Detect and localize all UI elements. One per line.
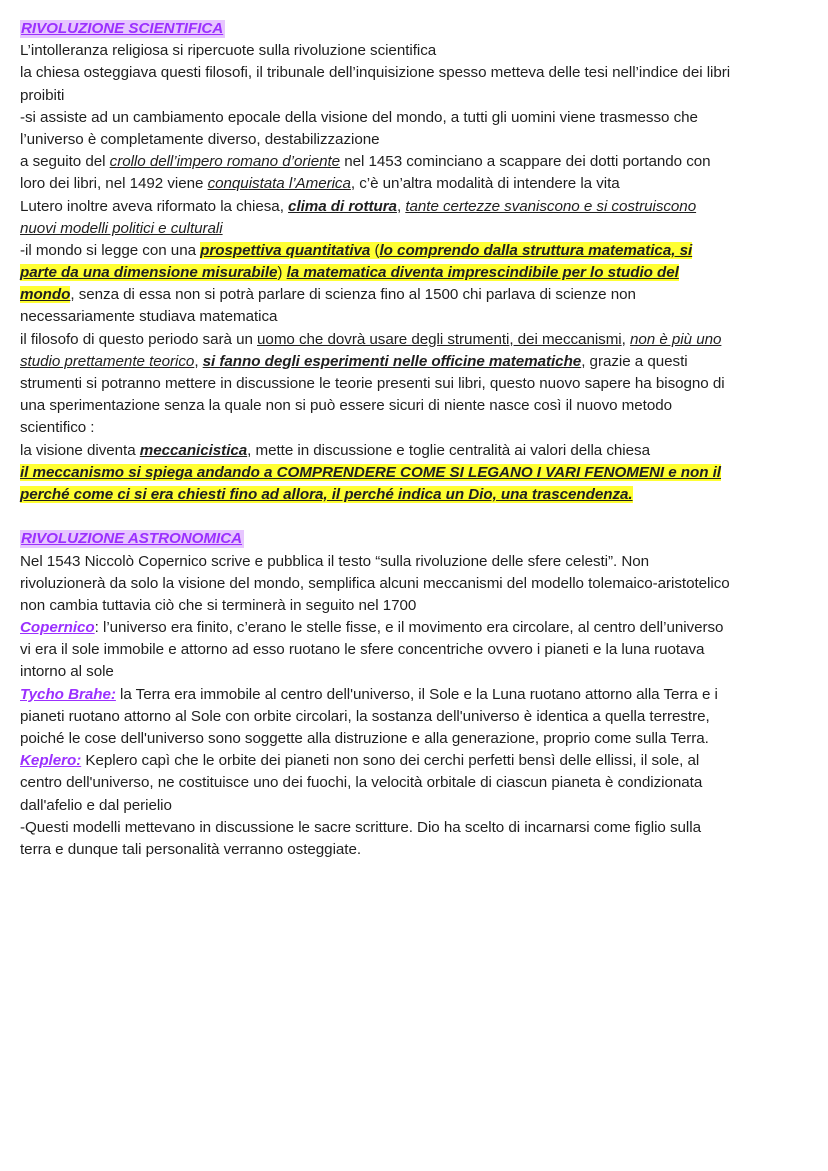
- text-line: [20, 484, 812, 506]
- text-line: [20, 750, 812, 772]
- text-line: [20, 462, 812, 484]
- highlighted-phrase: parte da una dimensione misurabile: [20, 264, 278, 282]
- text-run: , senza di essa non si potrà parlare di scienza fino al 1500 chi parlava di scienze non: [70, 286, 636, 304]
- text-line: non cambia tuttavia ciò che si terminerà in seguito nel 1700: [20, 596, 417, 614]
- text-line: [20, 284, 812, 306]
- underlined-phrase: nuovi modelli politici e culturali: [20, 219, 223, 237]
- underlined-phrase: non è più uno: [629, 330, 722, 348]
- underlined-phrase: crollo dell’impero romano d’oriente: [109, 153, 341, 171]
- highlighted-text: (: [370, 241, 380, 259]
- term-keplero: Keplero:: [20, 752, 82, 770]
- text-line: pianeti ruotano attorno al Sole con orbite circolari, la sostanza dell'universo è identica a quella terrestre,: [20, 707, 710, 725]
- text-line: necessariamente studiava matematica: [20, 308, 278, 326]
- text-line: proibiti: [20, 86, 65, 104]
- text-run: Keplero capì che le orbite dei pianeti non sono dei cerchi perfetti bensì delle ellissi, il sole, al: [81, 752, 700, 770]
- text-line: [20, 196, 812, 218]
- section-heading-astronomica: RIVOLUZIONE ASTRONOMICA: [21, 530, 243, 548]
- highlighted-phrase: lo comprendo dalla struttura matematica, si: [379, 241, 693, 259]
- text-run: a seguito del: [20, 153, 110, 171]
- emphasized-phrase: clima di rottura: [288, 197, 397, 215]
- text-line: [20, 173, 812, 195]
- text-run: Lutero inoltre aveva riformato la chiesa,: [20, 197, 289, 215]
- text-line: scientifico :: [20, 419, 95, 437]
- highlighted-phrase: perché come ci si era chiesti fino ad allora, il perché indica un Dio, una trascendenza.: [20, 485, 633, 503]
- paragraph-gap: [20, 506, 812, 528]
- term-tycho-brahe: Tycho Brahe:: [20, 685, 116, 703]
- emphasized-phrase: si fanno degli esperimenti nelle officine matematiche: [202, 352, 582, 370]
- text-line: [20, 329, 812, 351]
- highlighted-phrase: la matematica diventa imprescindibile per lo studio del: [286, 264, 679, 282]
- text-line: [20, 684, 812, 706]
- text-run: il filosofo di questo periodo sarà un: [20, 330, 258, 348]
- underlined-phrase: tante certezze svaniscono e si costruiscono: [405, 197, 697, 215]
- text-line: L’intolleranza religiosa si ripercuote sulla rivoluzione scientifica: [20, 42, 437, 60]
- text-line: Nel 1543 Niccolò Copernico scrive e pubblica il testo “sulla rivoluzione delle sfere celesti”. Non: [20, 552, 650, 570]
- underlined-phrase: uomo che dovrà usare degli strumenti, dei meccanismi: [257, 330, 622, 348]
- text-run: la Terra era immobile al centro dell'universo, il Sole e la Luna ruotano attorno alla Terra e i: [115, 685, 718, 703]
- term-copernico: Copernico: [20, 619, 95, 637]
- text-line: terra e dunque tali personalità verranno osteggiate.: [20, 840, 362, 858]
- text-run: loro dei libri, nel 1492 viene: [20, 175, 208, 193]
- emphasized-phrase: meccanicistica: [139, 441, 248, 459]
- text-line: rivoluzionerà da solo la visione del mondo, semplifica alcuni meccanismi del modello tolemaico-aristotelico: [20, 574, 730, 592]
- text-line: [20, 240, 812, 262]
- text-run: la visione diventa: [20, 441, 140, 459]
- text-run: ,: [194, 352, 203, 370]
- text-run: nel 1453 cominciano a scappare dei dotti portando con: [340, 153, 711, 171]
- text-line: [20, 218, 812, 240]
- text-line: poiché le cose dell'universo sono soggette alla distruzione e alla generazione, proprio come sulla Terra.: [20, 730, 709, 747]
- section-heading-line: [20, 18, 812, 40]
- text-run: , grazie a questi: [581, 352, 688, 370]
- highlighted-phrase: prospettiva quantitativa: [200, 241, 371, 259]
- text-line: intorno al sole: [20, 663, 114, 681]
- text-line: [20, 262, 812, 284]
- text-line: strumenti si potranno mettere in discussione le teorie presenti sui libri, questo nuovo sapere ha bisogno di: [20, 375, 725, 392]
- text-run: : l’universo era finito, c’erano le stelle fisse, e il movimento era circolare, al centro dell’universo: [94, 619, 724, 637]
- underlined-phrase: conquistata l’America: [207, 175, 351, 193]
- text-line: dall'afelio e dal perielio: [20, 796, 172, 814]
- text-line: la chiesa osteggiava questi filosofi, il tribunale dell’inquisizione spesso metteva delle tesi nell’indice dei libri: [20, 64, 731, 82]
- text-line: [20, 440, 812, 462]
- highlighted-phrase: il meccanismo si spiega andando a COMPRENDERE COME SI LEGANO I VARI FENOMENI e non il: [20, 463, 721, 481]
- document-page: [20, 18, 812, 861]
- section-heading-scientifica: RIVOLUZIONE SCIENTIFICA: [21, 20, 224, 37]
- text-line: vi era il sole immobile e attorno ad esso ruotano le sfere concentriche ovvero i pianeti e la luna ruotava: [20, 641, 705, 659]
- underlined-phrase: studio prettamente teorico: [20, 352, 195, 370]
- text-run: , mette in discussione e toglie centralità ai valori della chiesa: [247, 441, 650, 459]
- text-line: [20, 351, 812, 373]
- highlighted-text: ): [277, 264, 287, 282]
- text-line: una sperimentazione senza la quale non si può essere sicuri di niente nasce così il nuovo metodo: [20, 397, 673, 415]
- text-run: , c’è un’altra modalità di intendere la vita: [350, 175, 620, 193]
- text-line: -Questi modelli mettevano in discussione le sacre scritture. Dio ha scelto di incarnarsi come figlio sulla: [20, 818, 701, 836]
- section-heading-line: [20, 528, 812, 550]
- text-run: ,: [396, 197, 406, 215]
- text-run: -il mondo si legge con una: [20, 241, 201, 259]
- text-line: centro dell'universo, ne costituisce uno dei fuochi, la velocità orbitale di ciascun pianeta è condizionata: [20, 774, 703, 792]
- text-line: l’universo è completamente diverso, destabilizzazione: [20, 130, 380, 148]
- text-line: -si assiste ad un cambiamento epocale della visione del mondo, a tutti gli uomini viene trasmesso che: [20, 108, 698, 126]
- text-run: ,: [621, 330, 630, 348]
- text-line: [20, 151, 812, 173]
- highlighted-phrase: mondo: [20, 286, 71, 304]
- text-line: [20, 617, 812, 639]
